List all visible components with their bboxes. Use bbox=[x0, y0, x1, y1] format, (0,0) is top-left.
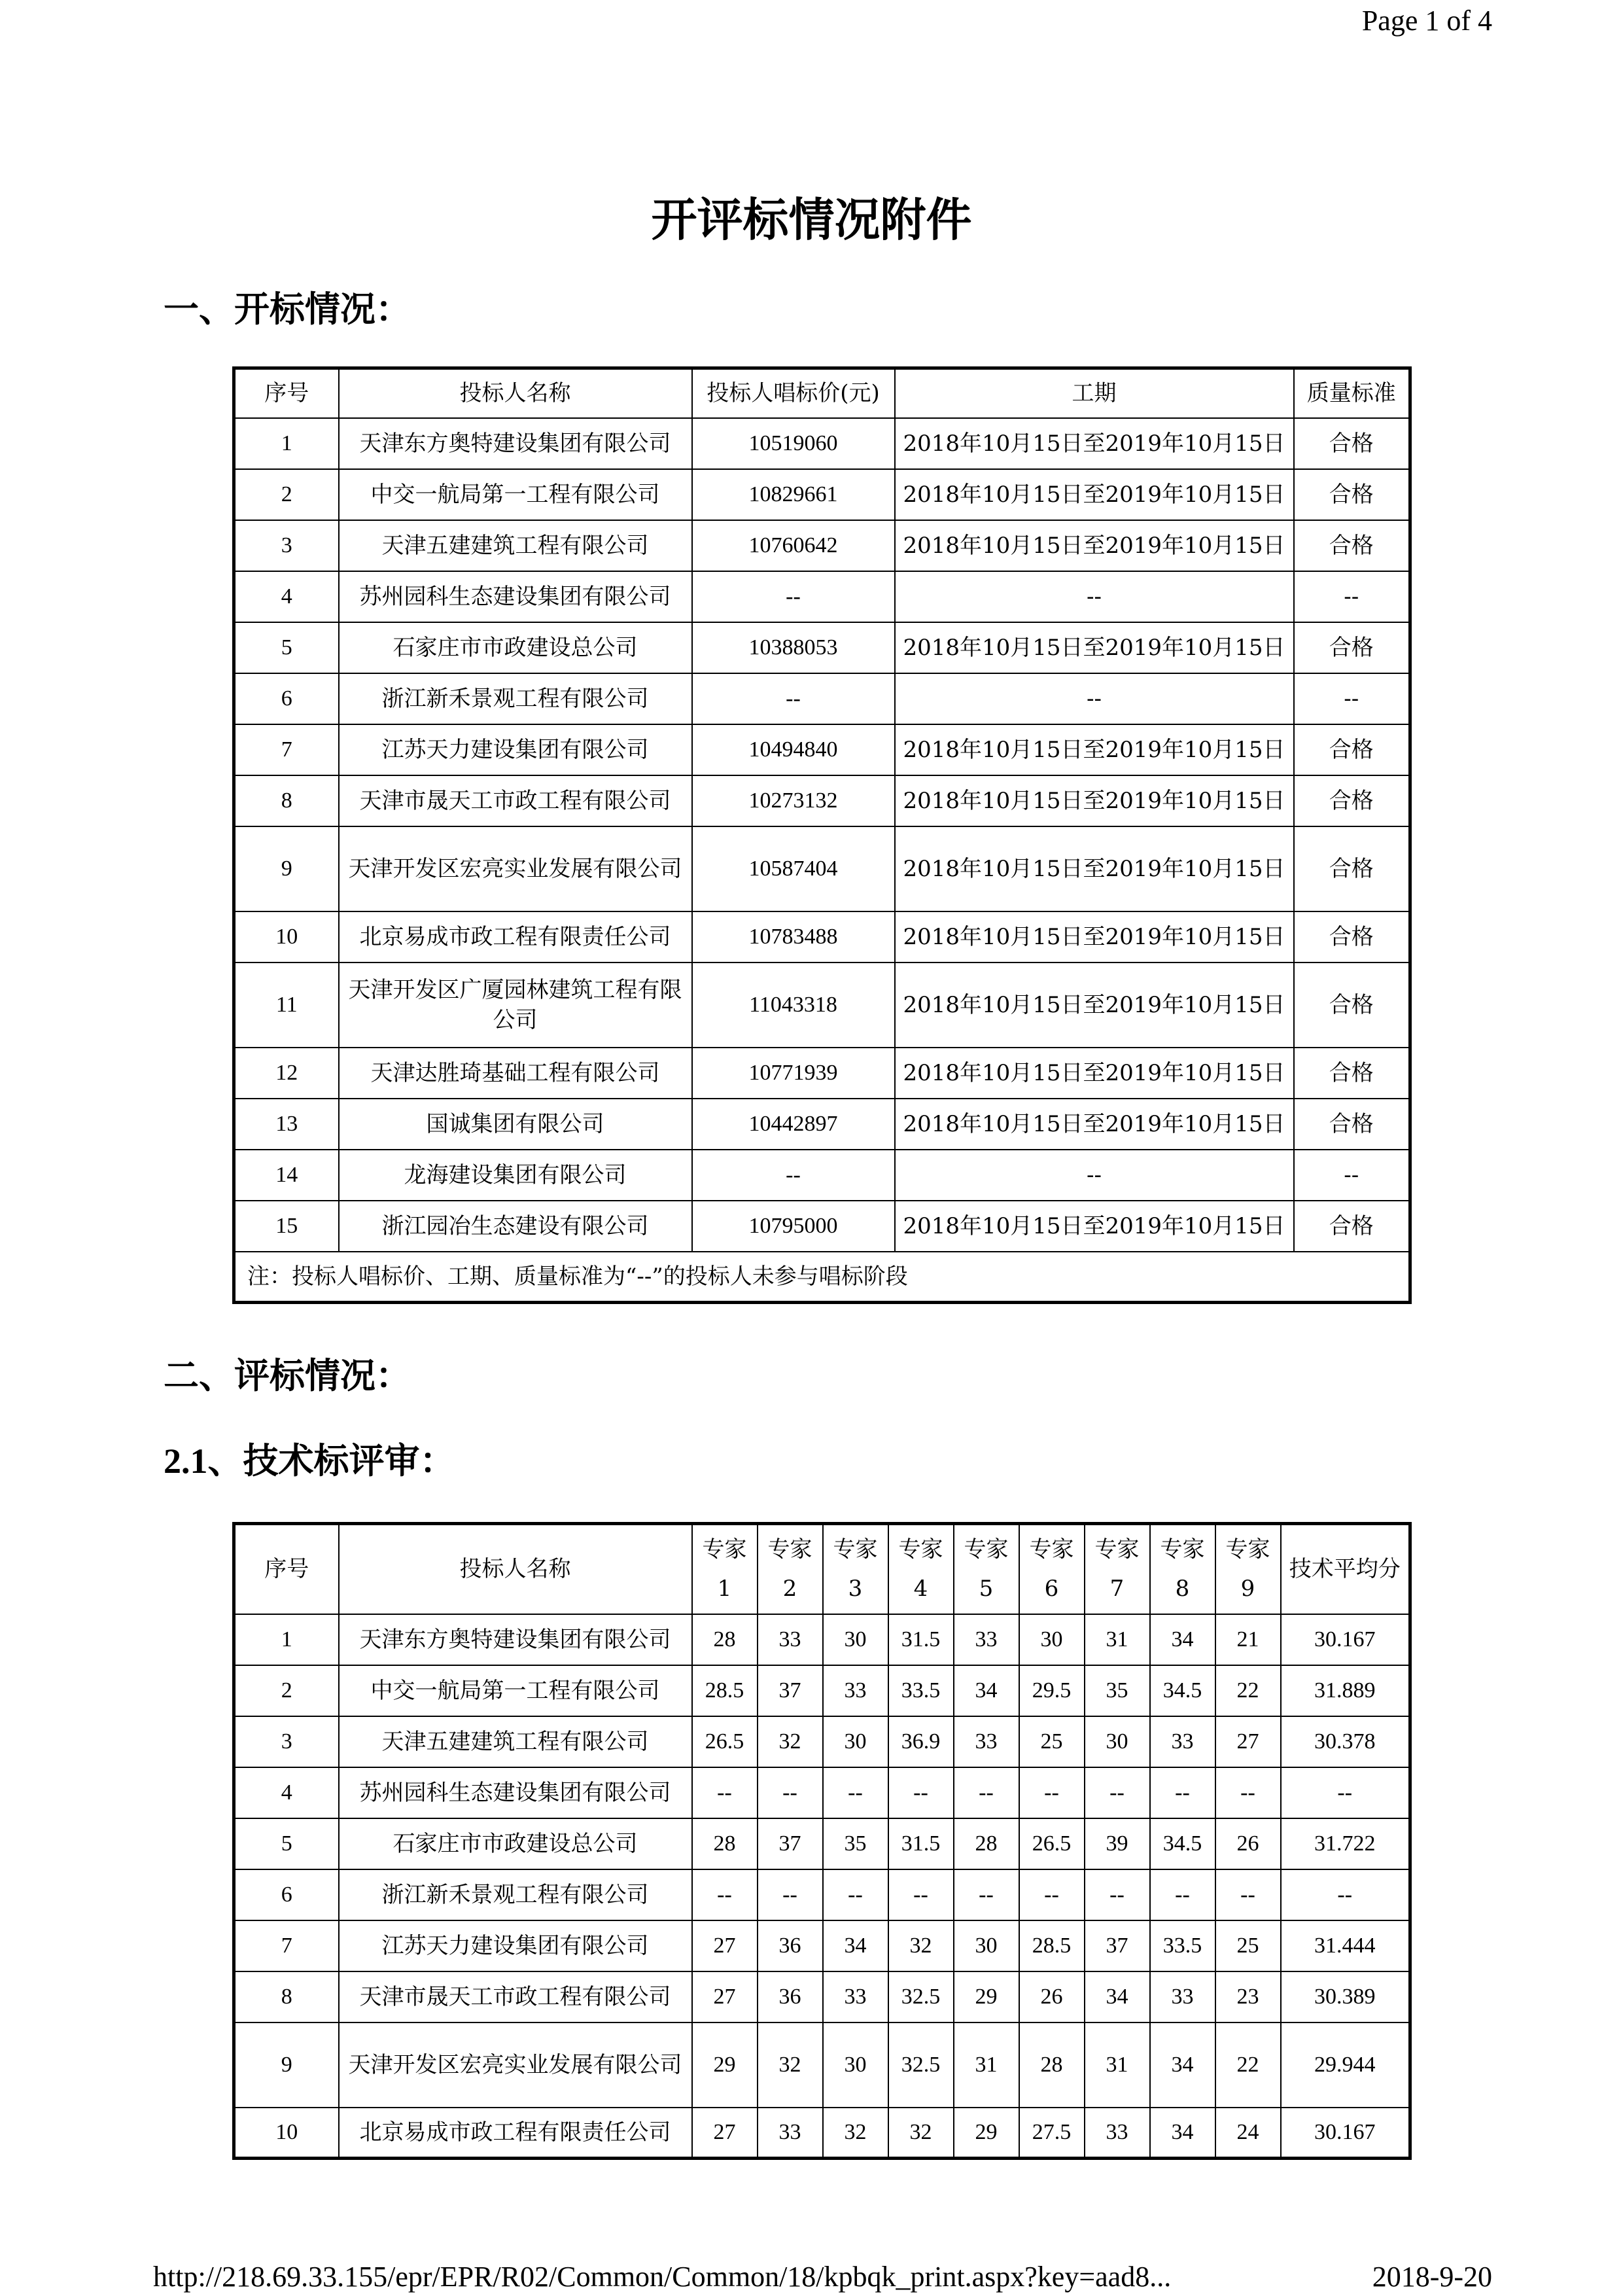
header-seq: 序号 bbox=[234, 368, 339, 418]
cell-seq: 4 bbox=[234, 1767, 339, 1818]
cell-expert-4-score: 33.5 bbox=[888, 1665, 954, 1716]
cell-seq: 3 bbox=[234, 520, 339, 571]
cell-bidder-name: 苏州园科生态建设集团有限公司 bbox=[339, 1767, 692, 1818]
cell-expert-7-score: 33 bbox=[1085, 2108, 1150, 2159]
cell-quality: 合格 bbox=[1294, 775, 1410, 826]
cell-quality: 合格 bbox=[1294, 724, 1410, 775]
cell-expert-7-score: 30 bbox=[1085, 1716, 1150, 1767]
cell-bidder-name: 江苏天力建设集团有限公司 bbox=[339, 724, 692, 775]
cell-expert-2-score: 37 bbox=[758, 1665, 823, 1716]
cell-seq: 9 bbox=[234, 826, 339, 911]
heading-text: 、技术标评审： bbox=[207, 1439, 455, 1481]
cell-seq: 10 bbox=[234, 911, 339, 963]
cell-bid-price: 10829661 bbox=[692, 469, 895, 520]
cell-seq: 15 bbox=[234, 1201, 339, 1252]
cell-expert-9-score: 24 bbox=[1215, 2108, 1281, 2159]
header-expert-6: 专家6 bbox=[1019, 1524, 1085, 1614]
cell-seq: 1 bbox=[234, 1614, 339, 1665]
table-row bbox=[234, 1099, 1410, 1150]
cell-expert-5-score: -- bbox=[954, 1767, 1019, 1818]
cell-expert-8-score: 34 bbox=[1150, 1614, 1215, 1665]
cell-seq: 3 bbox=[234, 1716, 339, 1767]
table-row bbox=[234, 1614, 1410, 1665]
cell-duration: 2018年10月15日至2019年10月15日 bbox=[895, 1099, 1294, 1150]
cell-bid-price: 10494840 bbox=[692, 724, 895, 775]
cell-bidder-name: 江苏天力建设集团有限公司 bbox=[339, 1920, 692, 1971]
cell-expert-4-score: -- bbox=[888, 1767, 954, 1818]
cell-expert-1-score: -- bbox=[692, 1767, 758, 1818]
cell-expert-1-score: 28 bbox=[692, 1818, 758, 1869]
cell-duration: 2018年10月15日至2019年10月15日 bbox=[895, 1201, 1294, 1252]
cell-expert-1-score: 27 bbox=[692, 1920, 758, 1971]
cell-bidder-name: 石家庄市市政建设总公司 bbox=[339, 622, 692, 673]
cell-tech-average: 30.378 bbox=[1281, 1716, 1410, 1767]
header-expert-3: 专家3 bbox=[823, 1524, 888, 1614]
cell-expert-1-score: 29 bbox=[692, 2022, 758, 2108]
cell-expert-4-score: 32 bbox=[888, 1920, 954, 1971]
cell-expert-9-score: 25 bbox=[1215, 1920, 1281, 1971]
cell-seq: 14 bbox=[234, 1150, 339, 1201]
cell-seq: 5 bbox=[234, 1818, 339, 1869]
table-row bbox=[234, 1818, 1410, 1869]
cell-seq: 11 bbox=[234, 963, 339, 1048]
cell-expert-3-score: 33 bbox=[823, 1971, 888, 2022]
cell-expert-2-score: 32 bbox=[758, 1716, 823, 1767]
table-row bbox=[234, 520, 1410, 571]
header-seq: 序号 bbox=[234, 1524, 339, 1614]
cell-expert-3-score: 30 bbox=[823, 1716, 888, 1767]
cell-bidder-name: 中交一航局第一工程有限公司 bbox=[339, 469, 692, 520]
cell-expert-7-score: -- bbox=[1085, 1869, 1150, 1920]
cell-bid-price: 10795000 bbox=[692, 1201, 895, 1252]
cell-seq: 6 bbox=[234, 1869, 339, 1920]
cell-expert-8-score: 33 bbox=[1150, 1716, 1215, 1767]
cell-bidder-name: 浙江园冶生态建设有限公司 bbox=[339, 1201, 692, 1252]
cell-seq: 2 bbox=[234, 469, 339, 520]
cell-expert-5-score: -- bbox=[954, 1869, 1019, 1920]
cell-seq: 5 bbox=[234, 622, 339, 673]
table-header-row bbox=[234, 1524, 1410, 1614]
section-heading-technical-review bbox=[164, 1433, 455, 1483]
table-row bbox=[234, 1971, 1410, 2022]
cell-bidder-name: 浙江新禾景观工程有限公司 bbox=[339, 1869, 692, 1920]
cell-seq: 8 bbox=[234, 1971, 339, 2022]
table-row bbox=[234, 911, 1410, 963]
cell-expert-3-score: 32 bbox=[823, 2108, 888, 2159]
cell-bid-price: 10273132 bbox=[692, 775, 895, 826]
cell-expert-2-score: 36 bbox=[758, 1920, 823, 1971]
cell-seq: 2 bbox=[234, 1665, 339, 1716]
header-expert-2: 专家2 bbox=[758, 1524, 823, 1614]
table-row bbox=[234, 1201, 1410, 1252]
cell-quality: -- bbox=[1294, 571, 1410, 622]
cell-quality: 合格 bbox=[1294, 1048, 1410, 1099]
cell-tech-average: 30.167 bbox=[1281, 1614, 1410, 1665]
cell-expert-3-score: 34 bbox=[823, 1920, 888, 1971]
cell-tech-average: 30.389 bbox=[1281, 1971, 1410, 2022]
header-duration: 工期 bbox=[895, 368, 1294, 418]
header-expert-8: 专家8 bbox=[1150, 1524, 1215, 1614]
cell-expert-7-score: 34 bbox=[1085, 1971, 1150, 2022]
header-quality: 质量标准 bbox=[1294, 368, 1410, 418]
cell-seq: 13 bbox=[234, 1099, 339, 1150]
cell-expert-8-score: -- bbox=[1150, 1767, 1215, 1818]
cell-bidder-name: 国诚集团有限公司 bbox=[339, 1099, 692, 1150]
cell-expert-5-score: 33 bbox=[954, 1716, 1019, 1767]
footer-date: 2018-9-20 bbox=[1372, 2261, 1492, 2293]
cell-tech-average: 31.444 bbox=[1281, 1920, 1410, 1971]
cell-bid-price: 10519060 bbox=[692, 418, 895, 469]
cell-expert-4-score: 31.5 bbox=[888, 1818, 954, 1869]
cell-bidder-name: 中交一航局第一工程有限公司 bbox=[339, 1665, 692, 1716]
cell-seq: 8 bbox=[234, 775, 339, 826]
table-row bbox=[234, 963, 1410, 1048]
cell-expert-6-score: 25 bbox=[1019, 1716, 1085, 1767]
cell-expert-9-score: 26 bbox=[1215, 1818, 1281, 1869]
bid-opening-table bbox=[232, 366, 1412, 1304]
cell-expert-2-score: 36 bbox=[758, 1971, 823, 2022]
cell-bidder-name: 苏州园科生态建设集团有限公司 bbox=[339, 571, 692, 622]
cell-quality: 合格 bbox=[1294, 520, 1410, 571]
cell-quality: 合格 bbox=[1294, 1099, 1410, 1150]
table-row bbox=[234, 775, 1410, 826]
cell-expert-7-score: 37 bbox=[1085, 1920, 1150, 1971]
cell-expert-3-score: -- bbox=[823, 1767, 888, 1818]
cell-expert-1-score: 28 bbox=[692, 1614, 758, 1665]
cell-bidder-name: 天津达胜琦基础工程有限公司 bbox=[339, 1048, 692, 1099]
cell-duration: 2018年10月15日至2019年10月15日 bbox=[895, 622, 1294, 673]
cell-expert-7-score: 39 bbox=[1085, 1818, 1150, 1869]
header-bidder-name: 投标人名称 bbox=[339, 1524, 692, 1614]
table-header-row bbox=[234, 368, 1410, 418]
cell-seq: 9 bbox=[234, 2022, 339, 2108]
cell-expert-7-score: 31 bbox=[1085, 2022, 1150, 2108]
cell-expert-3-score: 35 bbox=[823, 1818, 888, 1869]
cell-bidder-name: 北京易成市政工程有限责任公司 bbox=[339, 911, 692, 963]
cell-expert-2-score: -- bbox=[758, 1869, 823, 1920]
cell-duration: 2018年10月15日至2019年10月15日 bbox=[895, 418, 1294, 469]
cell-bid-price: 10771939 bbox=[692, 1048, 895, 1099]
cell-expert-5-score: 31 bbox=[954, 2022, 1019, 2108]
header-expert-4: 专家4 bbox=[888, 1524, 954, 1614]
cell-expert-4-score: 36.9 bbox=[888, 1716, 954, 1767]
cell-quality: 合格 bbox=[1294, 963, 1410, 1048]
cell-bidder-name: 天津市晟天工市政工程有限公司 bbox=[339, 775, 692, 826]
cell-bidder-name: 天津开发区广厦园林建筑工程有限公司 bbox=[339, 963, 692, 1048]
cell-duration: 2018年10月15日至2019年10月15日 bbox=[895, 963, 1294, 1048]
cell-expert-4-score: 31.5 bbox=[888, 1614, 954, 1665]
table-note: 注：投标人唱标价、工期、质量标准为“--”的投标人未参与唱标阶段 bbox=[234, 1252, 1410, 1303]
cell-bidder-name: 浙江新禾景观工程有限公司 bbox=[339, 673, 692, 724]
section-heading-evaluation: 二、评标情况： bbox=[164, 1354, 411, 1396]
cell-expert-6-score: 28.5 bbox=[1019, 1920, 1085, 1971]
table-row bbox=[234, 1665, 1410, 1716]
cell-expert-6-score: 27.5 bbox=[1019, 2108, 1085, 2159]
cell-tech-average: 31.722 bbox=[1281, 1818, 1410, 1869]
cell-bidder-name: 北京易成市政工程有限责任公司 bbox=[339, 2108, 692, 2159]
table-row bbox=[234, 673, 1410, 724]
document-title: 开评标情况附件 bbox=[651, 192, 972, 247]
header-expert-1: 专家1 bbox=[692, 1524, 758, 1614]
cell-bid-price: -- bbox=[692, 673, 895, 724]
table-row bbox=[234, 724, 1410, 775]
cell-seq: 1 bbox=[234, 418, 339, 469]
cell-quality: 合格 bbox=[1294, 911, 1410, 963]
cell-expert-5-score: 34 bbox=[954, 1665, 1019, 1716]
cell-quality: 合格 bbox=[1294, 469, 1410, 520]
cell-bid-price: 10388053 bbox=[692, 622, 895, 673]
cell-seq: 10 bbox=[234, 2108, 339, 2159]
table-row bbox=[234, 571, 1410, 622]
cell-expert-9-score: -- bbox=[1215, 1869, 1281, 1920]
cell-expert-5-score: 33 bbox=[954, 1614, 1019, 1665]
cell-bidder-name: 天津市晟天工市政工程有限公司 bbox=[339, 1971, 692, 2022]
cell-expert-9-score: 22 bbox=[1215, 2022, 1281, 2108]
cell-seq: 7 bbox=[234, 724, 339, 775]
table-row bbox=[234, 1048, 1410, 1099]
cell-bid-price: 10783488 bbox=[692, 911, 895, 963]
cell-expert-6-score: 26.5 bbox=[1019, 1818, 1085, 1869]
cell-bidder-name: 天津五建建筑工程有限公司 bbox=[339, 1716, 692, 1767]
cell-bidder-name: 天津东方奥特建设集团有限公司 bbox=[339, 418, 692, 469]
cell-expert-8-score: 34 bbox=[1150, 2022, 1215, 2108]
cell-expert-1-score: 26.5 bbox=[692, 1716, 758, 1767]
cell-expert-8-score: 33.5 bbox=[1150, 1920, 1215, 1971]
cell-duration: 2018年10月15日至2019年10月15日 bbox=[895, 724, 1294, 775]
cell-bidder-name: 天津东方奥特建设集团有限公司 bbox=[339, 1614, 692, 1665]
cell-expert-5-score: 29 bbox=[954, 1971, 1019, 2022]
cell-tech-average: -- bbox=[1281, 1869, 1410, 1920]
header-expert-7: 专家7 bbox=[1085, 1524, 1150, 1614]
cell-expert-8-score: 33 bbox=[1150, 1971, 1215, 2022]
cell-expert-3-score: 30 bbox=[823, 2022, 888, 2108]
cell-expert-1-score: 27 bbox=[692, 2108, 758, 2159]
header-tech-average: 技术平均分 bbox=[1281, 1524, 1410, 1614]
cell-expert-4-score: 32.5 bbox=[888, 1971, 954, 2022]
cell-quality: -- bbox=[1294, 673, 1410, 724]
cell-expert-6-score: 29.5 bbox=[1019, 1665, 1085, 1716]
cell-duration: 2018年10月15日至2019年10月15日 bbox=[895, 1048, 1294, 1099]
cell-seq: 7 bbox=[234, 1920, 339, 1971]
table-row bbox=[234, 1869, 1410, 1920]
cell-expert-2-score: 33 bbox=[758, 2108, 823, 2159]
technical-review-table bbox=[232, 1522, 1412, 2160]
cell-duration: 2018年10月15日至2019年10月15日 bbox=[895, 826, 1294, 911]
cell-seq: 6 bbox=[234, 673, 339, 724]
cell-expert-2-score: 33 bbox=[758, 1614, 823, 1665]
cell-expert-9-score: 27 bbox=[1215, 1716, 1281, 1767]
heading-number: 2.1 bbox=[164, 1441, 208, 1481]
cell-bidder-name: 天津五建建筑工程有限公司 bbox=[339, 520, 692, 571]
cell-expert-5-score: 28 bbox=[954, 1818, 1019, 1869]
cell-duration: 2018年10月15日至2019年10月15日 bbox=[895, 775, 1294, 826]
table-row bbox=[234, 826, 1410, 911]
header-expert-5: 专家5 bbox=[954, 1524, 1019, 1614]
cell-expert-8-score: 34.5 bbox=[1150, 1665, 1215, 1716]
page-number: Page 1 of 4 bbox=[1361, 5, 1492, 37]
cell-duration: 2018年10月15日至2019年10月15日 bbox=[895, 911, 1294, 963]
cell-bid-price: 10760642 bbox=[692, 520, 895, 571]
cell-quality: 合格 bbox=[1294, 826, 1410, 911]
cell-expert-4-score: -- bbox=[888, 1869, 954, 1920]
table-row bbox=[234, 418, 1410, 469]
cell-expert-4-score: 32.5 bbox=[888, 2022, 954, 2108]
cell-expert-9-score: 21 bbox=[1215, 1614, 1281, 1665]
cell-expert-8-score: 34.5 bbox=[1150, 1818, 1215, 1869]
cell-expert-3-score: 33 bbox=[823, 1665, 888, 1716]
cell-tech-average: 31.889 bbox=[1281, 1665, 1410, 1716]
cell-expert-9-score: -- bbox=[1215, 1767, 1281, 1818]
cell-bidder-name: 龙海建设集团有限公司 bbox=[339, 1150, 692, 1201]
cell-expert-1-score: -- bbox=[692, 1869, 758, 1920]
cell-expert-3-score: -- bbox=[823, 1869, 888, 1920]
header-expert-9: 专家9 bbox=[1215, 1524, 1281, 1614]
cell-expert-9-score: 23 bbox=[1215, 1971, 1281, 2022]
cell-expert-7-score: 35 bbox=[1085, 1665, 1150, 1716]
table-row bbox=[234, 622, 1410, 673]
cell-duration: -- bbox=[895, 571, 1294, 622]
cell-seq: 4 bbox=[234, 571, 339, 622]
cell-expert-6-score: -- bbox=[1019, 1869, 1085, 1920]
cell-duration: 2018年10月15日至2019年10月15日 bbox=[895, 520, 1294, 571]
cell-tech-average: 29.944 bbox=[1281, 2022, 1410, 2108]
cell-bid-price: 11043318 bbox=[692, 963, 895, 1048]
table-row bbox=[234, 2108, 1410, 2159]
cell-bidder-name: 天津开发区宏亮实业发展有限公司 bbox=[339, 2022, 692, 2108]
cell-quality: 合格 bbox=[1294, 622, 1410, 673]
cell-quality: 合格 bbox=[1294, 418, 1410, 469]
cell-expert-2-score: -- bbox=[758, 1767, 823, 1818]
cell-expert-6-score: 30 bbox=[1019, 1614, 1085, 1665]
cell-expert-4-score: 32 bbox=[888, 2108, 954, 2159]
cell-expert-6-score: -- bbox=[1019, 1767, 1085, 1818]
cell-bid-price: -- bbox=[692, 1150, 895, 1201]
table-row bbox=[234, 469, 1410, 520]
cell-bid-price: -- bbox=[692, 571, 895, 622]
cell-bidder-name: 石家庄市市政建设总公司 bbox=[339, 1818, 692, 1869]
cell-bid-price: 10442897 bbox=[692, 1099, 895, 1150]
table-row bbox=[234, 2022, 1410, 2108]
table-row bbox=[234, 1150, 1410, 1201]
cell-seq: 12 bbox=[234, 1048, 339, 1099]
cell-expert-1-score: 28.5 bbox=[692, 1665, 758, 1716]
cell-tech-average: -- bbox=[1281, 1767, 1410, 1818]
cell-expert-2-score: 37 bbox=[758, 1818, 823, 1869]
cell-expert-7-score: 31 bbox=[1085, 1614, 1150, 1665]
footer-url: http://218.69.33.155/epr/EPR/R02/Common/Common/18/kpbqk_print.aspx?key=aad8... bbox=[153, 2261, 1172, 2293]
cell-expert-5-score: 30 bbox=[954, 1920, 1019, 1971]
cell-expert-1-score: 27 bbox=[692, 1971, 758, 2022]
cell-expert-3-score: 30 bbox=[823, 1614, 888, 1665]
cell-quality: -- bbox=[1294, 1150, 1410, 1201]
table-row bbox=[234, 1920, 1410, 1971]
section-heading-bid-opening: 一、开标情况： bbox=[164, 288, 411, 330]
cell-quality: 合格 bbox=[1294, 1201, 1410, 1252]
cell-expert-8-score: 34 bbox=[1150, 2108, 1215, 2159]
cell-duration: -- bbox=[895, 1150, 1294, 1201]
cell-expert-9-score: 22 bbox=[1215, 1665, 1281, 1716]
cell-tech-average: 30.167 bbox=[1281, 2108, 1410, 2159]
cell-expert-6-score: 28 bbox=[1019, 2022, 1085, 2108]
header-bid-price: 投标人唱标价(元) bbox=[692, 368, 895, 418]
table-row bbox=[234, 1716, 1410, 1767]
cell-duration: 2018年10月15日至2019年10月15日 bbox=[895, 469, 1294, 520]
cell-expert-6-score: 26 bbox=[1019, 1971, 1085, 2022]
cell-expert-8-score: -- bbox=[1150, 1869, 1215, 1920]
table-row bbox=[234, 1767, 1410, 1818]
cell-expert-5-score: 29 bbox=[954, 2108, 1019, 2159]
header-bidder-name: 投标人名称 bbox=[339, 368, 692, 418]
cell-duration: -- bbox=[895, 673, 1294, 724]
cell-expert-2-score: 32 bbox=[758, 2022, 823, 2108]
cell-bid-price: 10587404 bbox=[692, 826, 895, 911]
cell-bidder-name: 天津开发区宏亮实业发展有限公司 bbox=[339, 826, 692, 911]
cell-expert-7-score: -- bbox=[1085, 1767, 1150, 1818]
